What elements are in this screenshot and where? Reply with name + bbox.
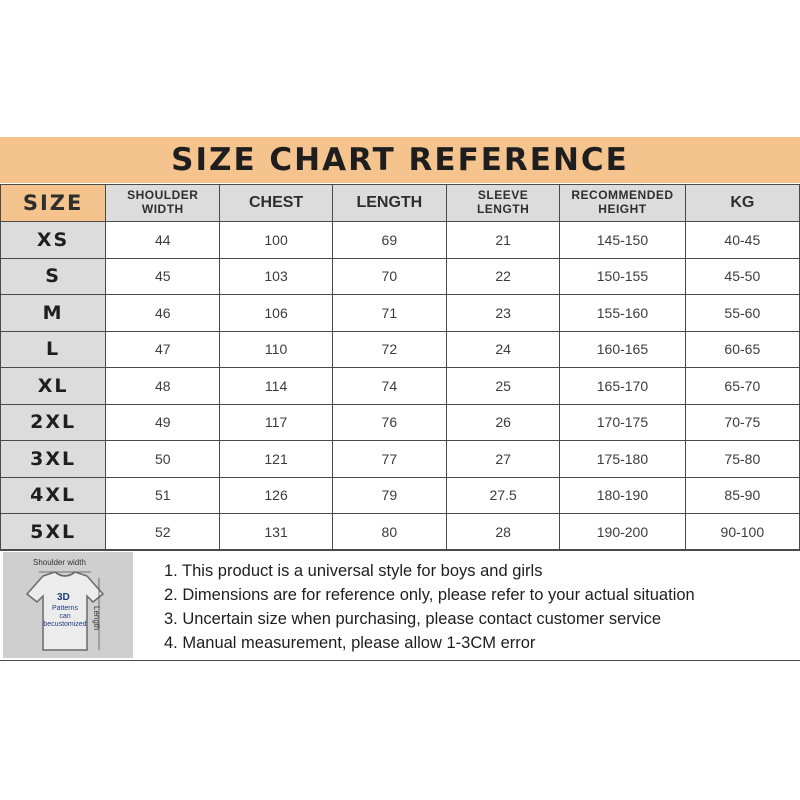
table-cell: 51 xyxy=(106,477,220,514)
3d-badge: 3D xyxy=(57,592,70,603)
table-cell: 65-70 xyxy=(685,368,799,405)
table-cell: 121 xyxy=(220,441,332,478)
table-cell: 150-155 xyxy=(560,258,685,295)
column-header-label: CHEST xyxy=(248,194,304,211)
column-header-size: SIZE xyxy=(1,185,106,222)
table-cell: 48 xyxy=(106,368,220,405)
column-header-recommended-height xyxy=(560,185,685,222)
table-cell: 76 xyxy=(332,404,446,441)
caption-line: becustomized xyxy=(43,621,87,628)
table-cell: 28 xyxy=(446,514,559,551)
column-header-sleeve-length xyxy=(446,185,559,222)
table-cell: 23 xyxy=(446,295,559,332)
table-row xyxy=(1,295,800,332)
table-cell: 165-170 xyxy=(560,368,685,405)
table-cell: 79 xyxy=(332,477,446,514)
table-cell: 50 xyxy=(106,441,220,478)
table-cell: 45-50 xyxy=(685,258,799,295)
table-row xyxy=(1,441,800,478)
table-cell: 75-80 xyxy=(685,441,799,478)
table-cell: 46 xyxy=(106,295,220,332)
size-label-cell: L xyxy=(1,331,106,368)
table-row xyxy=(1,222,800,259)
table-cell: 77 xyxy=(332,441,446,478)
customization-caption xyxy=(41,605,89,629)
table-cell: 27.5 xyxy=(446,477,559,514)
table-cell: 22 xyxy=(446,258,559,295)
table-cell: 155-160 xyxy=(560,295,685,332)
table-row xyxy=(1,331,800,368)
column-header-shoulder-width xyxy=(106,185,220,222)
table-cell: 49 xyxy=(106,404,220,441)
table-cell: 70 xyxy=(332,258,446,295)
table-cell: 175-180 xyxy=(560,441,685,478)
table-cell: 90-100 xyxy=(685,514,799,551)
table-cell: 190-200 xyxy=(560,514,685,551)
table-cell: 85-90 xyxy=(685,477,799,514)
table-cell: 26 xyxy=(446,404,559,441)
table-cell: 114 xyxy=(220,368,332,405)
notes-list xyxy=(164,559,695,655)
size-label-cell: 5XL xyxy=(1,514,106,551)
table-cell: 60-65 xyxy=(685,331,799,368)
size-label-cell: XL xyxy=(1,368,106,405)
table-row xyxy=(1,477,800,514)
table-cell: 52 xyxy=(106,514,220,551)
table-cell: 72 xyxy=(332,331,446,368)
table-cell: 47 xyxy=(106,331,220,368)
column-header-label: SLEEVE LENGTH xyxy=(476,188,530,216)
column-header-length xyxy=(332,185,446,222)
size-chart-title: SIZE CHART REFERENCE xyxy=(0,137,800,183)
size-label-cell: XS xyxy=(1,222,106,259)
table-cell: 44 xyxy=(106,222,220,259)
table-cell: 69 xyxy=(332,222,446,259)
table-cell: 21 xyxy=(446,222,559,259)
size-label-cell: 3XL xyxy=(1,441,106,478)
length-label: Length xyxy=(92,606,101,631)
table-cell: 70-75 xyxy=(685,404,799,441)
table-cell: 27 xyxy=(446,441,559,478)
table-header-row xyxy=(1,185,800,222)
caption-line: Patterns xyxy=(51,605,79,612)
table-row xyxy=(1,258,800,295)
table-cell: 131 xyxy=(220,514,332,551)
table-cell: 145-150 xyxy=(560,222,685,259)
table-cell: 55-60 xyxy=(685,295,799,332)
size-label-cell: 4XL xyxy=(1,477,106,514)
table-cell: 40-45 xyxy=(685,222,799,259)
table-cell: 100 xyxy=(220,222,332,259)
column-header-label: RECOMMENDED HEIGHT xyxy=(571,188,674,216)
table-cell: 103 xyxy=(220,258,332,295)
note-item: 2. Dimensions are for reference only, please refer to your actual situation xyxy=(164,586,695,604)
column-header-label: SHOULDER WIDTH xyxy=(127,188,199,216)
column-header-label: LENGTH xyxy=(356,194,423,211)
tshirt-measurement-diagram xyxy=(3,552,133,658)
size-label-cell: 2XL xyxy=(1,404,106,441)
table-cell: 126 xyxy=(220,477,332,514)
table-cell: 110 xyxy=(220,331,332,368)
column-header-label: KG xyxy=(730,194,755,211)
note-item: 4. Manual measurement, please allow 1-3CM error xyxy=(164,634,536,652)
table-cell: 80 xyxy=(332,514,446,551)
size-label-cell: S xyxy=(1,258,106,295)
table-cell: 71 xyxy=(332,295,446,332)
table-cell: 74 xyxy=(332,368,446,405)
note-item: 3. Uncertain size when purchasing, please contact customer service xyxy=(164,610,662,628)
shoulder-width-label: Shoulder width xyxy=(33,558,86,567)
table-row xyxy=(1,368,800,405)
note-item: 1. This product is a universal style for boys and girls xyxy=(164,562,543,580)
footer-notes-section xyxy=(0,549,800,661)
caption-line: can xyxy=(59,613,71,620)
table-cell: 170-175 xyxy=(560,404,685,441)
size-chart-table xyxy=(0,184,800,551)
table-cell: 25 xyxy=(446,368,559,405)
table-row xyxy=(1,404,800,441)
column-header-chest xyxy=(220,185,332,222)
table-row xyxy=(1,514,800,551)
table-cell: 180-190 xyxy=(560,477,685,514)
table-cell: 117 xyxy=(220,404,332,441)
column-header-kg xyxy=(685,185,799,222)
table-cell: 160-165 xyxy=(560,331,685,368)
size-label-cell: M xyxy=(1,295,106,332)
table-cell: 45 xyxy=(106,258,220,295)
table-cell: 24 xyxy=(446,331,559,368)
table-cell: 106 xyxy=(220,295,332,332)
